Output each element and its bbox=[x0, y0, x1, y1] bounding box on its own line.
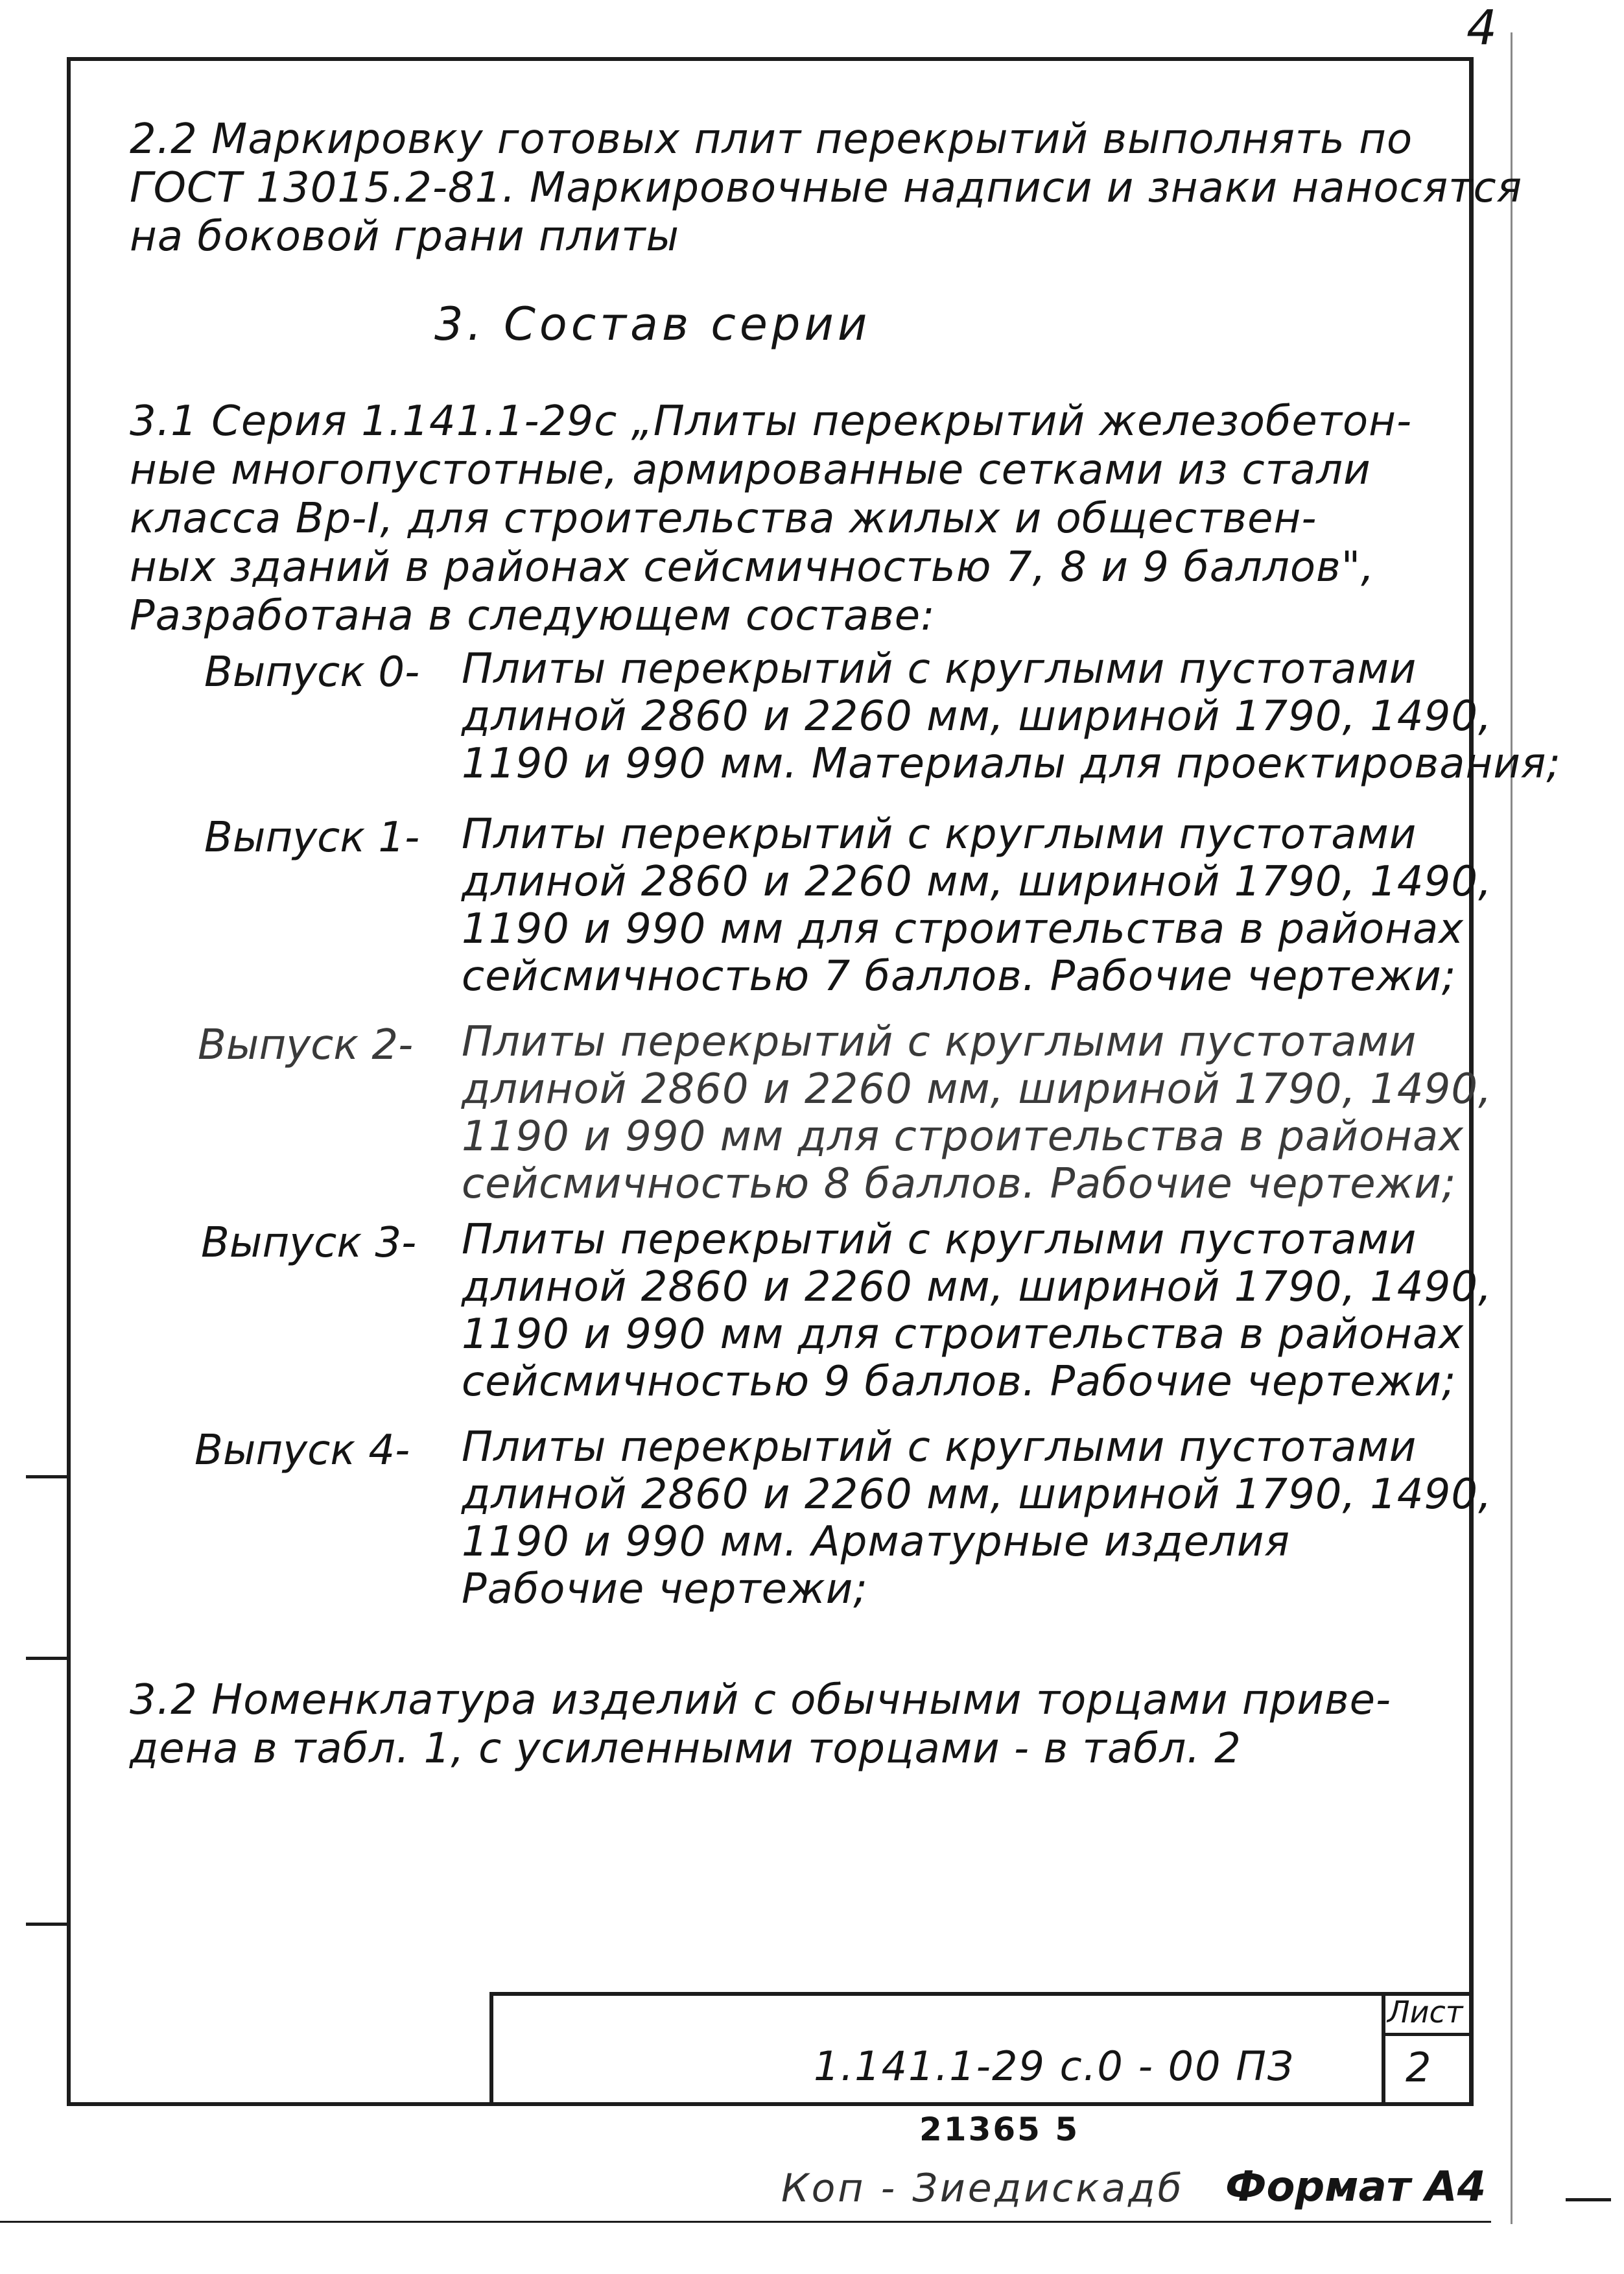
issue-4-line-1: Плиты перекрытий с круглыми пустотами bbox=[462, 1423, 1417, 1471]
issue-2-line-2: длиной 2860 и 2260 мм, шириной 1790, 1490, bbox=[462, 1065, 1492, 1113]
section-3-1-line-4: ных зданий в районах сейсмичностью 7, 8 и 9 баллов", bbox=[130, 543, 1375, 591]
margin-tick bbox=[26, 1923, 69, 1926]
paper-format: Формат А4 bbox=[1225, 2163, 1487, 2211]
issue-0-label: Выпуск 0- bbox=[204, 648, 420, 696]
section-2-2-line-1: 2.2 Маркировку готовых плит перекрытий выполнять по bbox=[130, 115, 1413, 163]
copied-by: Коп - Зиедискадб bbox=[781, 2166, 1184, 2211]
section-3-heading: 3. Состав серии bbox=[434, 298, 871, 351]
document-code: 1.141.1-29 с.0 - 00 ПЗ bbox=[814, 2043, 1295, 2090]
issue-2-line-3: 1190 и 990 мм для строительства в районах bbox=[462, 1113, 1465, 1161]
issue-1-line-3: 1190 и 990 мм для строительства в районах bbox=[462, 905, 1465, 953]
issue-4-line-4: Рабочие чертежи; bbox=[462, 1565, 868, 1613]
issue-3-line-4: сейсмичностью 9 баллов. Рабочие чертежи; bbox=[462, 1358, 1457, 1406]
section-3-2-line-1: 3.2 Номенклатура изделий с обычными торцами приве- bbox=[130, 1676, 1392, 1724]
issue-3-label: Выпуск 3- bbox=[201, 1219, 417, 1267]
section-2-2-line-2: ГОСТ 13015.2-81. Маркировочные надписи и знаки наносятся bbox=[130, 164, 1523, 212]
issue-1-line-4: сейсмичностью 7 баллов. Рабочие чертежи; bbox=[462, 953, 1457, 1001]
section-2-2-line-3: на боковой грани плиты bbox=[130, 213, 680, 261]
issue-0-line-2: длиной 2860 и 2260 мм, шириной 1790, 1490, bbox=[462, 693, 1492, 740]
issue-4-line-2: длиной 2860 и 2260 мм, шириной 1790, 1490, bbox=[462, 1471, 1492, 1519]
issue-2-line-4: сейсмичностью 8 баллов. Рабочие чертежи; bbox=[462, 1160, 1457, 1208]
issue-3-line-2: длиной 2860 и 2260 мм, шириной 1790, 1490, bbox=[462, 1263, 1492, 1311]
margin-tick bbox=[26, 1657, 69, 1660]
issue-3-line-3: 1190 и 990 мм для строительства в районах bbox=[462, 1310, 1465, 1358]
margin-tick bbox=[26, 1475, 69, 1478]
sheet-divider bbox=[1382, 2033, 1474, 2036]
bottom-edge-line bbox=[0, 2221, 1491, 2223]
section-3-1-line-5: Разработана в следующем составе: bbox=[130, 592, 936, 640]
issue-1-line-2: длиной 2860 и 2260 мм, шириной 1790, 1490, bbox=[462, 858, 1492, 906]
issue-1-line-1: Плиты перекрытий с круглыми пустотами bbox=[462, 811, 1417, 859]
issue-0-line-3: 1190 и 990 мм. Материалы для проектирования; bbox=[462, 740, 1561, 788]
issue-2-line-1: Плиты перекрытий с круглыми пустотами bbox=[462, 1018, 1417, 1066]
section-3-2-line-2: дена в табл. 1, с усиленными торцами - в табл. 2 bbox=[130, 1725, 1242, 1773]
sheet-number: 2 bbox=[1406, 2044, 1431, 2091]
issue-1-label: Выпуск 1- bbox=[204, 814, 420, 862]
issue-0-line-1: Плиты перекрытий с круглыми пустотами bbox=[462, 645, 1417, 693]
inventory-number: 21365 5 bbox=[919, 2111, 1080, 2148]
sheet-label: Лист bbox=[1387, 1995, 1463, 2030]
issue-3-line-1: Плиты перекрытий с круглыми пустотами bbox=[462, 1216, 1417, 1264]
issue-4-label: Выпуск 4- bbox=[194, 1427, 410, 1475]
right-edge-line bbox=[1511, 32, 1512, 2224]
section-3-1-line-3: класса Вр-I, для строительства жилых и обществен- bbox=[130, 495, 1317, 543]
section-3-1-line-1: 3.1 Серия 1.141.1-29с „Плиты перекрытий железобетон- bbox=[130, 397, 1413, 445]
issue-2-label: Выпуск 2- bbox=[198, 1021, 414, 1069]
corner-page-number: 4 bbox=[1466, 0, 1498, 56]
right-edge-tick bbox=[1566, 2198, 1611, 2201]
section-3-1-line-2: ные многопустотные, армированные сетками из стали bbox=[130, 446, 1371, 494]
issue-4-line-3: 1190 и 990 мм. Арматурные изделия bbox=[462, 1518, 1290, 1566]
